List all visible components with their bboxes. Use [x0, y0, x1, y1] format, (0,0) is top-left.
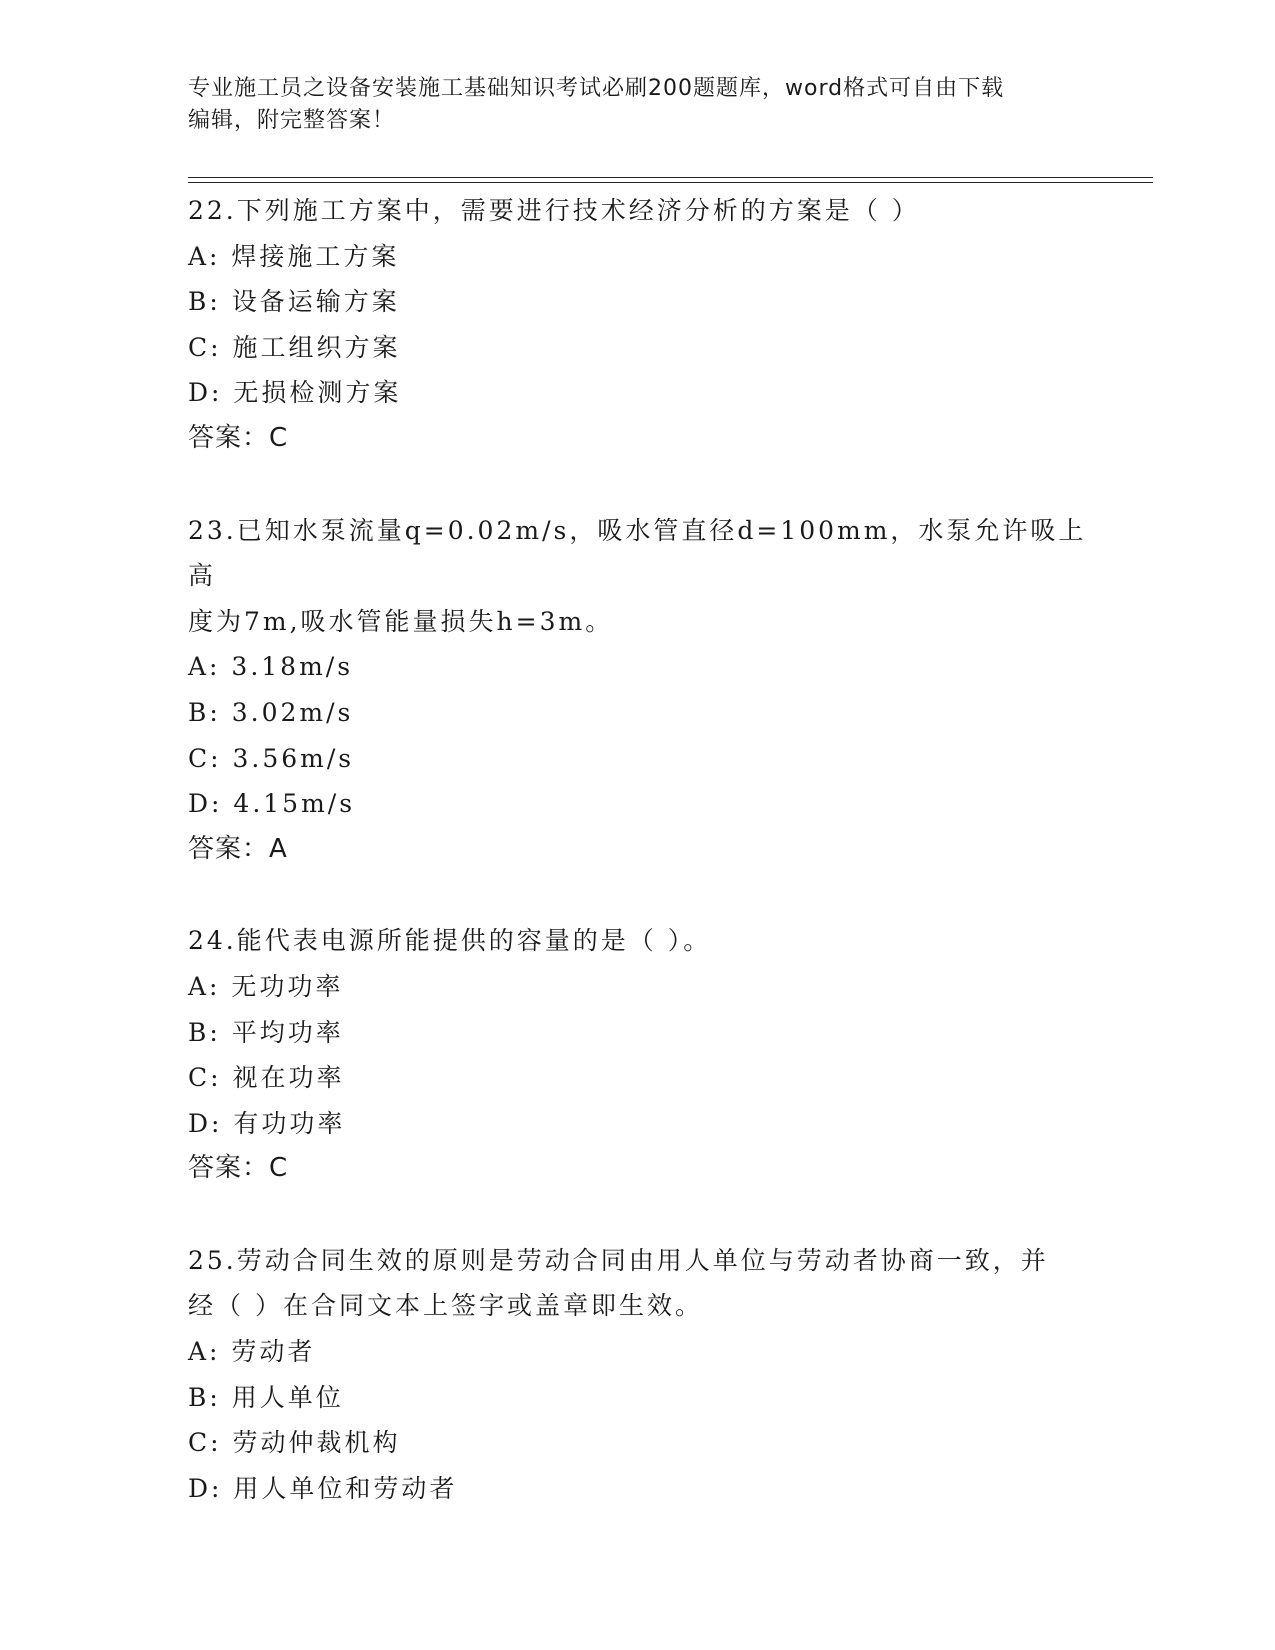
answer-line: 答案：C [188, 422, 289, 453]
question-stem: 24.能代表电源所能提供的容量的是（ ）。 [188, 926, 712, 956]
option-b: B: 设备运输方案 [188, 287, 400, 317]
question-stem: 23.已知水泵流量q=0.02m/s，吸水管直径d=100mm，水泵允许吸上高 [188, 515, 1087, 591]
header-divider-top [188, 177, 1153, 178]
question-list [188, 188, 1088, 1557]
option-a: A: 3.18m/s [188, 652, 354, 682]
option-a: A: 劳动者 [188, 1337, 316, 1367]
header-line: 专业施工员之设备安装施工基础知识考试必刷200题题库，word格式可自由下载 [188, 76, 1005, 101]
option-b: B: 平均功率 [188, 1017, 344, 1047]
option-d: D: 用人单位和劳动者 [188, 1473, 458, 1503]
option-c: C: 施工组织方案 [188, 332, 401, 362]
option-b: B: 用人单位 [188, 1382, 344, 1412]
document-header [188, 73, 1088, 137]
question-block [188, 508, 1088, 873]
answer-line: 答案：C [188, 1153, 289, 1184]
answer-line: 答案：A [188, 833, 288, 864]
question-block [188, 1238, 1088, 1512]
question-stem-continued: 经（ ）在合同文本上签字或盖章即生效。 [188, 1291, 703, 1321]
question-stem: 25.劳动合同生效的原则是劳动合同由用人单位与劳动者协商一致，并 [188, 1245, 1049, 1275]
question-block [188, 918, 1088, 1192]
question-stem-continued: 度为7m,吸水管能量损失h=3m。 [188, 606, 614, 636]
option-b: B: 3.02m/s [188, 697, 354, 727]
question-stem: 22.下列施工方案中，需要进行技术经济分析的方案是（ ） [188, 196, 920, 225]
option-d: D: 有功功率 [188, 1108, 346, 1138]
option-c: C: 劳动仲裁机构 [188, 1428, 401, 1458]
option-d: D: 无损检测方案 [188, 378, 402, 408]
option-c: C: 视在功率 [188, 1063, 345, 1093]
header-divider-bottom [188, 182, 1153, 183]
header-line: 编辑，附完整答案！ [188, 108, 396, 133]
option-a: A: 焊接施工方案 [188, 241, 400, 271]
option-c: C: 3.56m/s [188, 743, 355, 773]
question-block [188, 188, 1088, 462]
option-a: A: 无功功率 [188, 971, 344, 1001]
option-d: D: 4.15m/s [188, 789, 356, 819]
